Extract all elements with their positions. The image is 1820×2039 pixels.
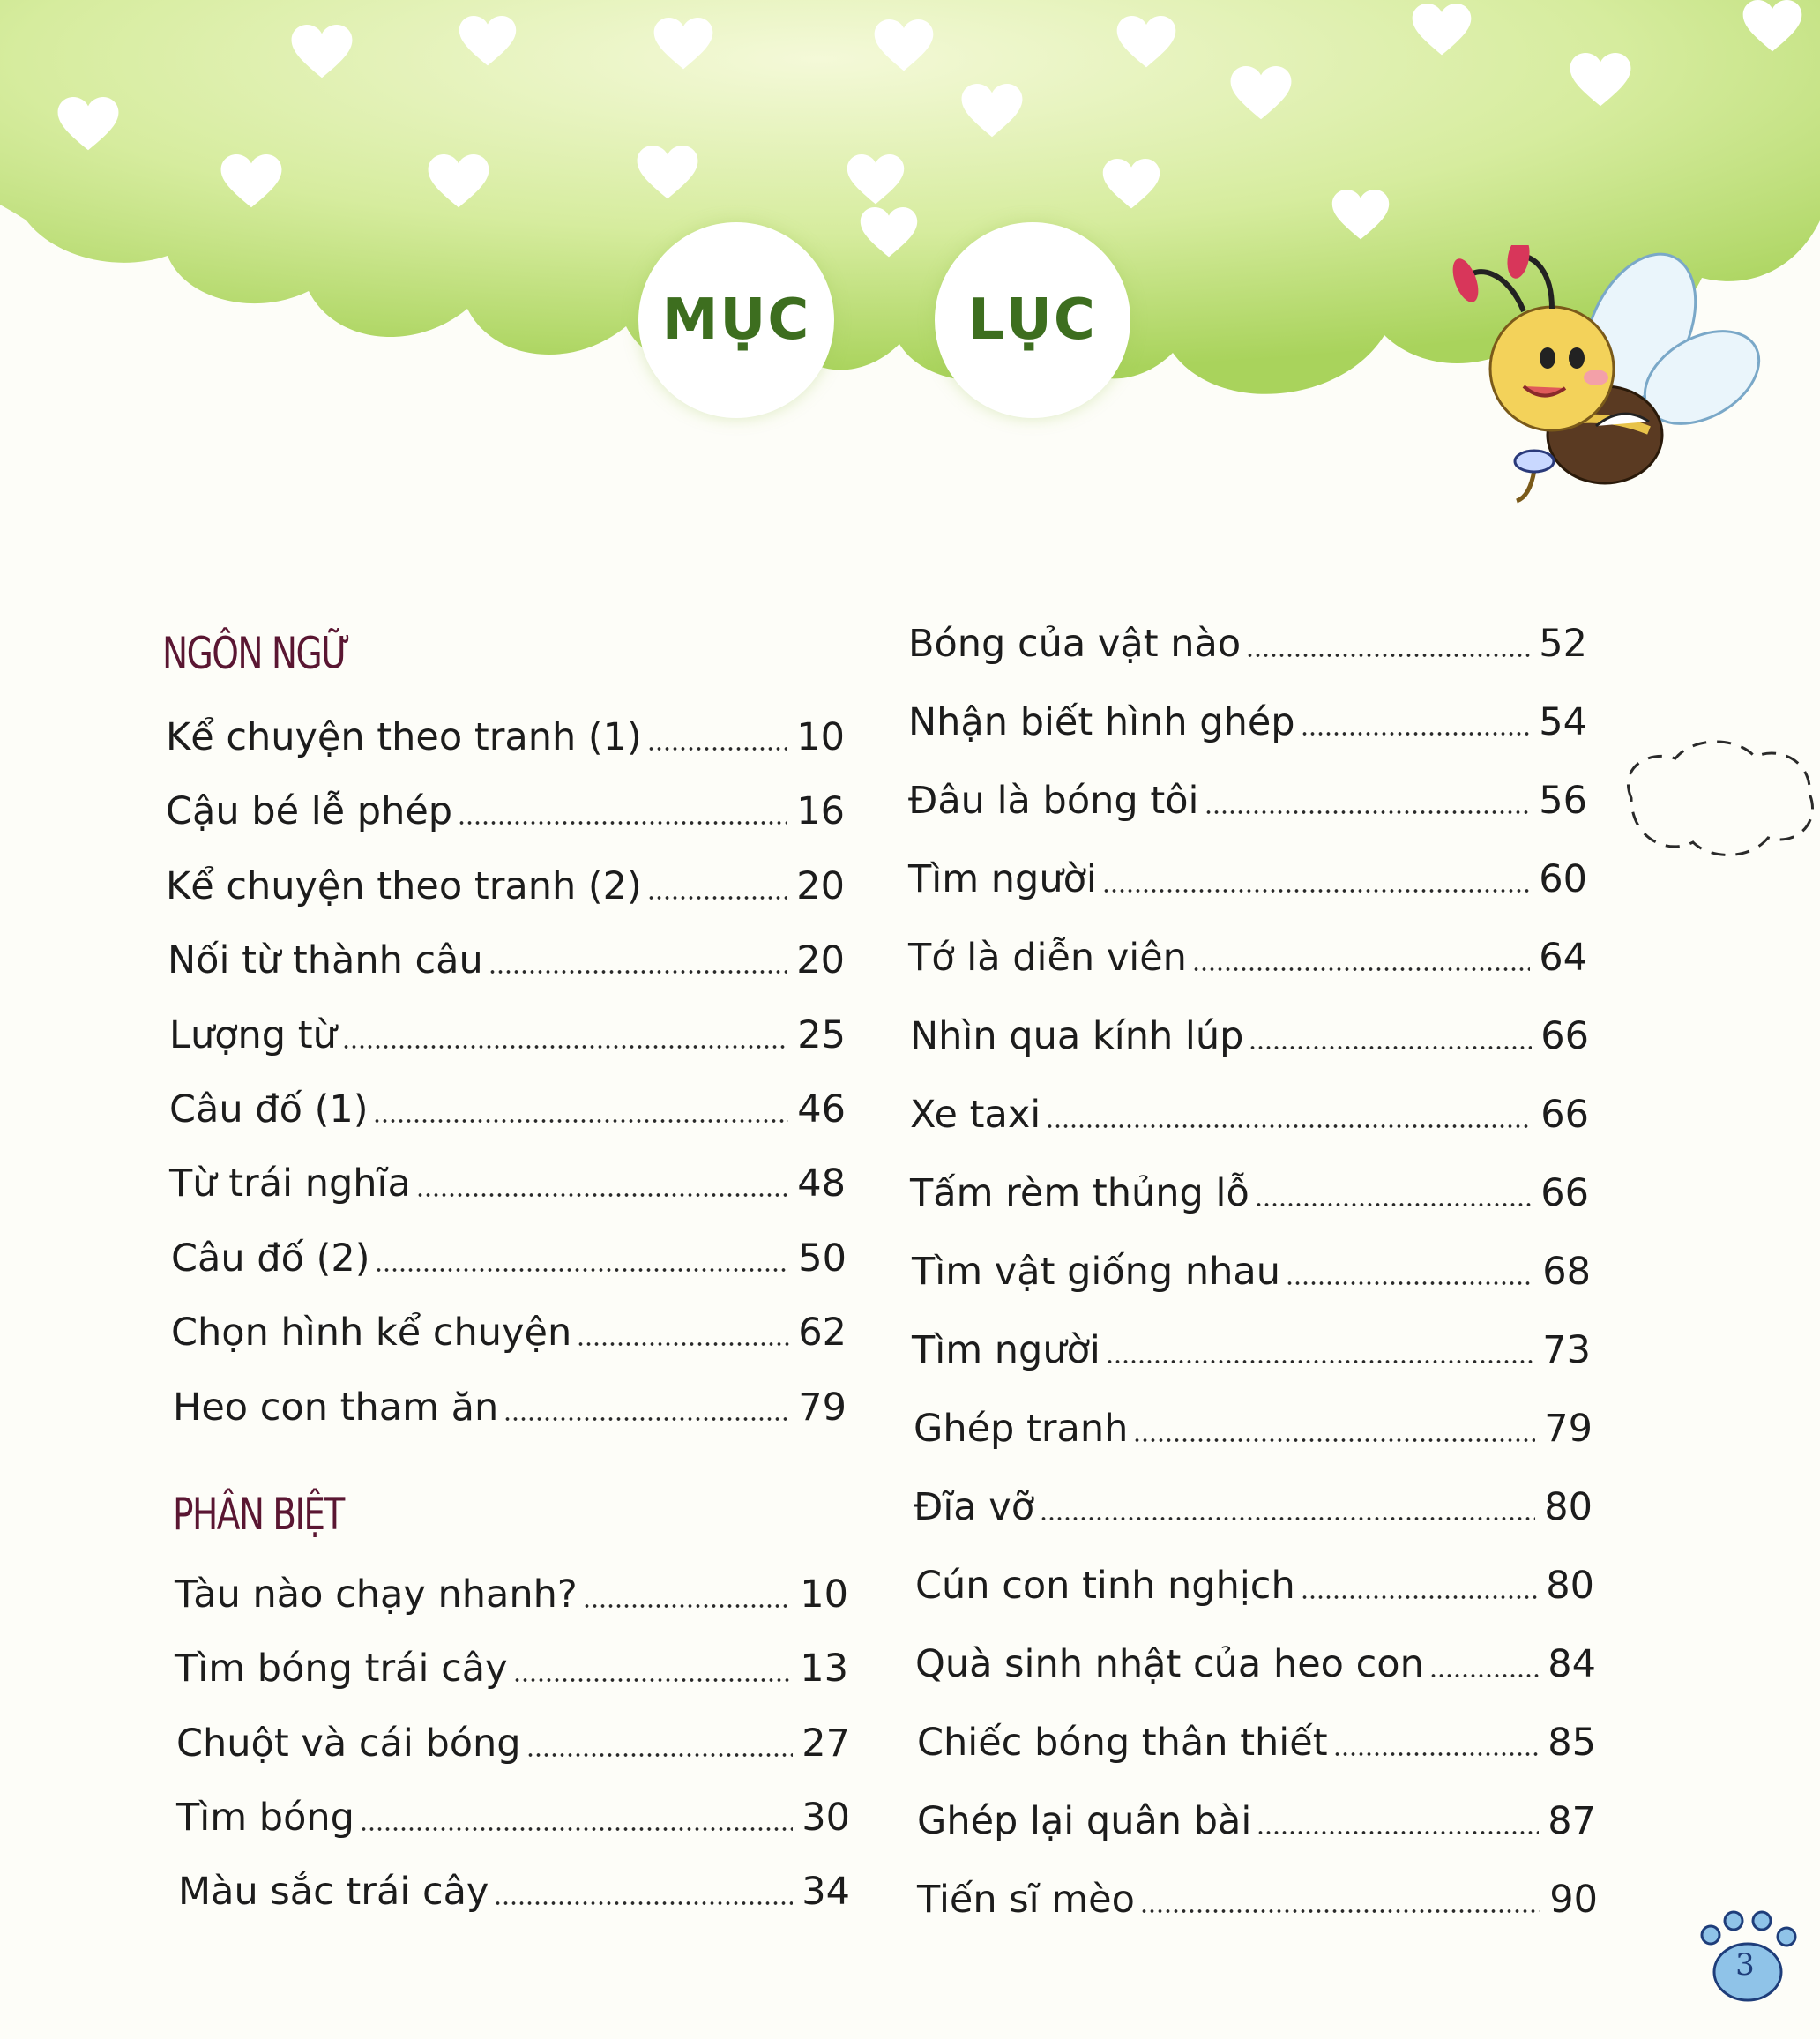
leader-dots (1301, 1595, 1538, 1600)
toc-entry-title: Tàu nào chạy nhanh? (175, 1572, 578, 1617)
toc-entry-title: Nhìn qua kính lúp (910, 1014, 1244, 1058)
leader-dots (1286, 1281, 1533, 1286)
leader-dots (1102, 888, 1530, 893)
leader-dots (647, 895, 787, 900)
toc-entry[interactable] (912, 1324, 1591, 1377)
toc-entry[interactable] (908, 853, 1587, 906)
toc-entry-page: 50 (798, 1236, 847, 1281)
toc-entry-page: 87 (1548, 1799, 1596, 1843)
toc-entry-title: Từ trái nghĩa (169, 1161, 411, 1206)
toc-entry-page: 10 (800, 1572, 848, 1617)
toc-entry[interactable] (910, 1167, 1589, 1220)
toc-entry[interactable] (917, 1716, 1596, 1769)
page-number: 3 (1735, 1947, 1755, 1983)
toc-entry-page: 90 (1549, 1878, 1598, 1922)
toc-entry-page: 85 (1548, 1721, 1596, 1765)
toc-entry-page: 60 (1539, 857, 1587, 901)
toc-entry[interactable] (175, 1642, 848, 1695)
toc-entry-title: Đâu là bóng tôi (908, 779, 1199, 823)
leader-dots (375, 1267, 789, 1273)
leader-dots (503, 1416, 789, 1422)
toc-entry[interactable] (917, 1795, 1596, 1848)
toc-entry-title: Xe taxi (910, 1093, 1041, 1137)
toc-entry-title: Lượng từ (169, 1013, 337, 1057)
toc-entry-page: 34 (802, 1870, 850, 1914)
toc-entry[interactable] (166, 860, 845, 913)
toc-entry-page: 56 (1539, 779, 1587, 823)
toc-entry-title: Đĩa vỡ (914, 1485, 1035, 1529)
toc-entry[interactable] (175, 1568, 848, 1621)
toc-entry-page: 84 (1548, 1642, 1596, 1686)
toc-entry[interactable] (912, 1245, 1591, 1298)
toc-entry-page: 80 (1546, 1564, 1594, 1608)
toc-entry-page: 80 (1544, 1485, 1592, 1529)
title-word-luc: LỤC (968, 288, 1097, 353)
toc-entry-title: Câu đố (2) (171, 1236, 370, 1281)
toc-entry-page: 66 (1540, 1093, 1589, 1137)
toc-entry-page: 62 (798, 1311, 847, 1355)
leader-dots (526, 1752, 794, 1758)
toc-entry-title: Kể chuyện theo tranh (1) (166, 715, 642, 759)
toc-entry[interactable] (908, 696, 1587, 749)
toc-entry[interactable] (914, 1481, 1592, 1534)
leader-dots (458, 820, 787, 825)
leader-dots (1046, 1124, 1532, 1129)
toc-entry-title: Ghép tranh (914, 1407, 1129, 1451)
toc-entry[interactable] (908, 774, 1587, 827)
toc-entry[interactable] (171, 1232, 847, 1285)
leader-dots (1301, 731, 1531, 736)
toc-entry-page: 73 (1542, 1328, 1591, 1372)
leader-dots (1133, 1438, 1535, 1443)
toc-entry-page: 30 (802, 1796, 850, 1840)
title-word-muc: MỤC (661, 288, 811, 353)
leader-dots (647, 746, 787, 751)
toc-entry[interactable] (910, 1088, 1589, 1141)
toc-entry[interactable] (169, 1009, 846, 1062)
toc-entry-page: 25 (797, 1013, 846, 1057)
toc-entry-title: Tìm bóng trái cây (175, 1647, 508, 1691)
leader-dots (416, 1192, 788, 1198)
leader-dots (342, 1044, 788, 1049)
toc-entry-page: 79 (1544, 1407, 1592, 1451)
toc-entry-page: 10 (796, 715, 845, 759)
toc-entry-title: Tiến sĩ mèo (917, 1878, 1135, 1922)
toc-entry-title: Tìm vật giống nhau (912, 1250, 1280, 1294)
toc-entry[interactable] (168, 934, 845, 987)
toc-entry-title: Chọn hình kể chuyện (171, 1311, 572, 1355)
leader-dots (1192, 967, 1530, 972)
toc-entry-page: 54 (1539, 700, 1587, 744)
leader-dots (583, 1603, 792, 1609)
toc-entry[interactable] (169, 1083, 846, 1136)
section-heading-phan-biet: PHÂN BIỆT (173, 1489, 344, 1540)
toc-entry-page: 16 (796, 789, 845, 833)
toc-entry-page: 27 (802, 1722, 850, 1766)
bee-icon (1446, 245, 1772, 510)
toc-entry-title: Chiếc bóng thân thiết (917, 1721, 1328, 1765)
leader-dots (1249, 1045, 1532, 1050)
title-circle-right (935, 222, 1130, 418)
leader-dots (1040, 1516, 1535, 1521)
title-circle-left (638, 222, 834, 418)
toc-entry-page: 52 (1539, 622, 1587, 666)
toc-entry-page: 13 (800, 1647, 848, 1691)
toc-entry-title: Tìm bóng (176, 1796, 354, 1840)
toc-entry-title: Ghép lại quân bài (917, 1799, 1252, 1843)
toc-entry[interactable] (915, 1559, 1594, 1612)
toc-entry[interactable] (166, 711, 845, 764)
toc-entry-page: 48 (797, 1161, 846, 1206)
leader-dots (577, 1341, 789, 1347)
leader-dots (373, 1118, 788, 1124)
toc-entry-title: Tìm người (912, 1328, 1100, 1372)
leader-dots (360, 1826, 793, 1832)
toc-entry[interactable] (915, 1638, 1596, 1691)
leader-dots (1429, 1673, 1539, 1678)
toc-entry-title: Kể chuyện theo tranh (2) (166, 864, 642, 908)
dashed-cloud-icon (1614, 732, 1820, 864)
toc-entry-title: Câu đố (1) (169, 1087, 369, 1132)
toc-entry-page: 64 (1539, 936, 1587, 980)
toc-entry-title: Cún con tinh nghịch (915, 1564, 1295, 1608)
leader-dots (1106, 1359, 1533, 1364)
toc-entry-page: 66 (1540, 1171, 1589, 1215)
toc-entry[interactable] (176, 1717, 850, 1770)
toc-entry[interactable] (908, 931, 1587, 984)
toc-entry-title: Màu sắc trái cây (178, 1870, 489, 1914)
leader-dots (513, 1677, 792, 1683)
leader-dots (1205, 810, 1531, 815)
toc-entry[interactable] (178, 1865, 850, 1918)
toc-entry-page: 20 (796, 938, 845, 982)
toc-entry-title: Tìm người (908, 857, 1097, 901)
toc-entry[interactable] (166, 785, 845, 838)
section-heading-ngon-ngu: NGÔN NGỮ (162, 628, 350, 679)
toc-entry-page: 79 (798, 1385, 847, 1430)
toc-entry-page: 68 (1542, 1250, 1591, 1294)
leader-dots (489, 969, 788, 975)
toc-entry-title: Tấm rèm thủng lỗ (910, 1171, 1249, 1215)
toc-entry[interactable] (917, 1873, 1598, 1926)
leader-dots (1255, 1202, 1533, 1207)
toc-entry-title: Nhận biết hình ghép (908, 700, 1295, 744)
toc-entry[interactable] (914, 1402, 1592, 1455)
toc-entry-page: 20 (796, 864, 845, 908)
toc-entry[interactable] (910, 1010, 1589, 1063)
toc-entry-title: Heo con tham ăn (173, 1385, 499, 1430)
leader-dots (1333, 1751, 1540, 1757)
leader-dots (494, 1901, 793, 1906)
toc-entry[interactable] (173, 1381, 847, 1434)
toc-entry-title: Chuột và cái bóng (176, 1722, 521, 1766)
toc-entry[interactable] (169, 1157, 846, 1210)
toc-entry-title: Cậu bé lễ phép (166, 789, 453, 833)
leader-dots (1140, 1908, 1540, 1914)
toc-entry-page: 46 (797, 1087, 846, 1132)
toc-entry-title: Nối từ thành câu (168, 938, 483, 982)
toc-entry-title: Quà sinh nhật của heo con (915, 1642, 1424, 1686)
toc-entry-page: 66 (1540, 1014, 1589, 1058)
toc-entry[interactable] (171, 1306, 847, 1359)
toc-entry[interactable] (908, 617, 1587, 670)
toc-entry-title: Bóng của vật nào (908, 622, 1242, 666)
toc-entry[interactable] (176, 1791, 850, 1844)
toc-entry-title: Tớ là diễn viên (908, 936, 1187, 980)
leader-dots (1257, 1830, 1539, 1835)
leader-dots (1246, 653, 1530, 658)
